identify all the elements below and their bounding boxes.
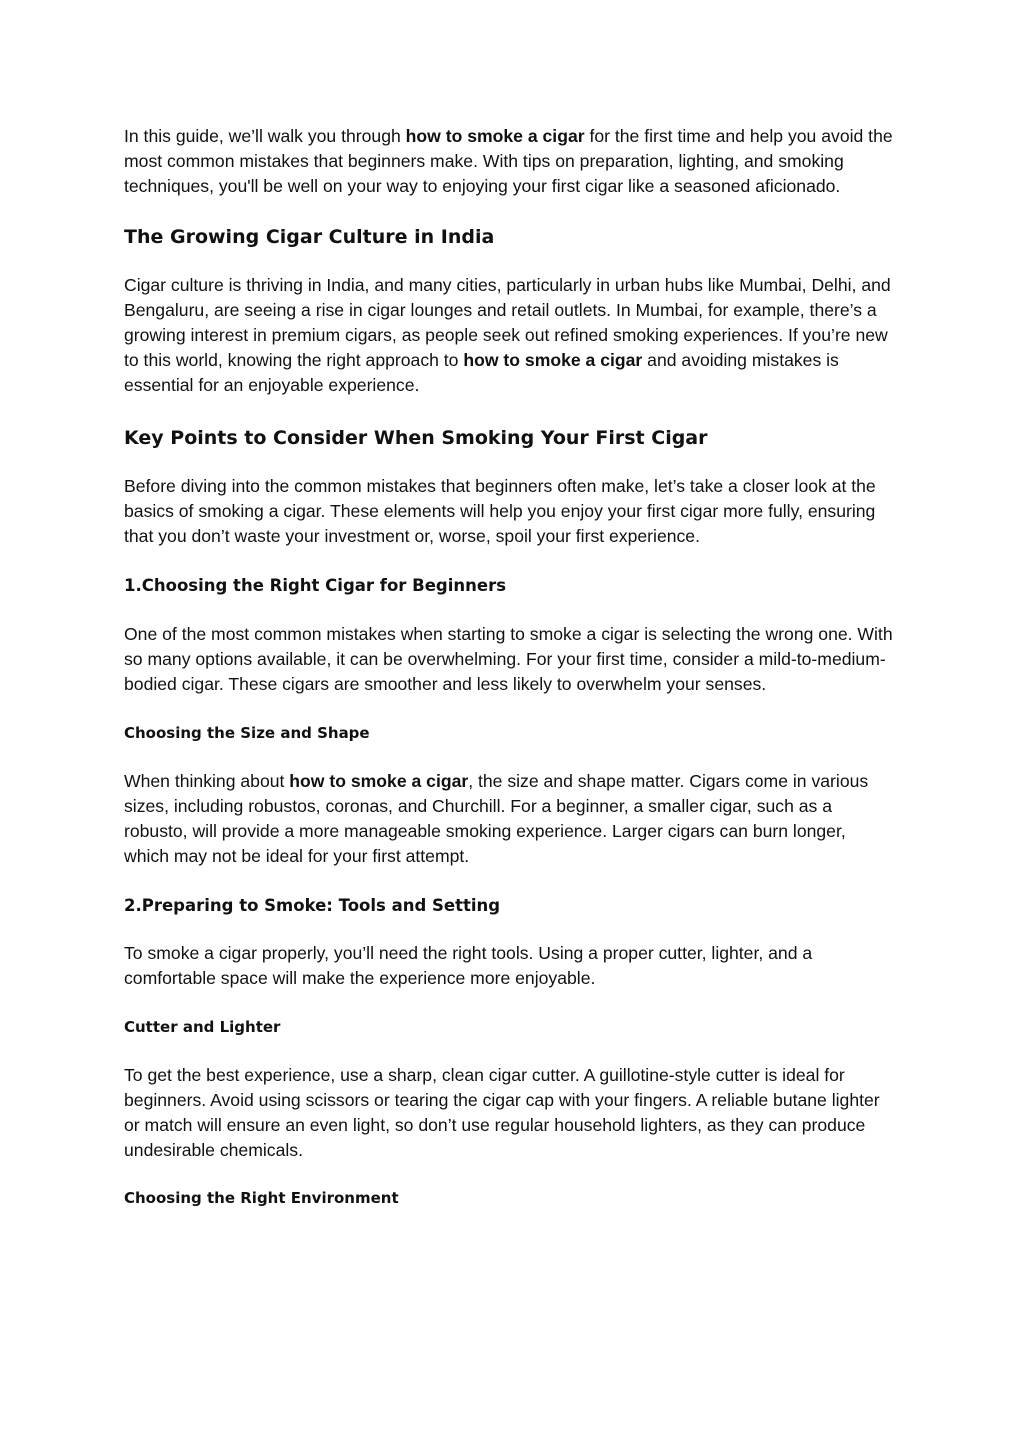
growing-culture-paragraph [124,273,894,398]
growing-bold-keyword: how to smoke a cigar [463,350,643,370]
heading-size-and-shape: Choosing the Size and Shape [124,724,370,742]
growing-text-before: Cigar culture is thriving in India, and many cities, particularly in urban hubs like Mumbai, Delhi, and Bengaluru, are seeing a rise in cigar lounges and retail outlets. In Mumbai, for example, there’s a growing interest in premium cigars, as people seek out refined smoking experiences. If you’re new to this world, knowing the right approach to [124,275,891,370]
choosing-paragraph: One of the most common mistakes when starting to smoke a cigar is selecting the wrong one. With so many options available, it can be overwhelming. For your first time, consider a mild-to-medium-bodied cigar. These cigars are smoother and less likely to overwhelm your senses. [124,624,893,694]
heading-choosing-right-cigar: 1.Choosing the Right Cigar for Beginners [124,576,507,595]
intro-text-after: for the first time and help you avoid the most common mistakes that beginners make. With tips on preparation, lighting, and smoking techniques, you'll be well on your way to enjoying your first cigar like a seasoned aficionado. [124,126,893,196]
document-page [124,124,894,1209]
size-text-after: , the size and shape matter. Cigars come in various sizes, including robustos, coronas, and Churchill. For a beginner, a smaller cigar, such as a robusto, will provide a more manageable smoking experience. Larger cigars can burn longer, which may not be ideal for your first attempt. [124,771,869,866]
intro-text-before: In this guide, we’ll walk you through [124,126,406,146]
heading-right-environment: Choosing the Right Environment [124,1189,399,1207]
key-points-paragraph: Before diving into the common mistakes that beginners often make, let’s take a closer look at the basics of smoking a cigar. These elements will help you enjoy your first cigar more fully, ensuring that you don’t waste your investment or, worse, spoil your first experience. [124,476,876,546]
size-text-before: When thinking about [124,771,290,791]
size-bold-keyword: how to smoke a cigar [289,771,469,791]
heading-key-points: Key Points to Consider When Smoking Your First Cigar [124,427,708,449]
growing-text-after: and avoiding mistakes is essential for an enjoyable experience. [124,350,839,395]
preparing-paragraph: To smoke a cigar properly, you’ll need the right tools. Using a proper cutter, lighter, and a comfortable space will make the experience more enjoyable. [124,943,813,988]
cutter-paragraph: To get the best experience, use a sharp, clean cigar cutter. A guillotine-style cutter is ideal for beginners. Avoid using scissors or tearing the cigar cap with your fingers. A reliable butane lighter or match will ensure an even light, so don’t use regular household lighters, as they can produce undesirable chemicals. [124,1065,880,1160]
intro-paragraph [124,124,894,199]
heading-growing-culture: The Growing Cigar Culture in India [124,226,495,248]
intro-bold-keyword: how to smoke a cigar [405,126,585,146]
size-shape-paragraph [124,769,894,869]
heading-cutter-and-lighter: Cutter and Lighter [124,1018,281,1036]
heading-preparing-to-smoke: 2.Preparing to Smoke: Tools and Setting [124,896,501,915]
